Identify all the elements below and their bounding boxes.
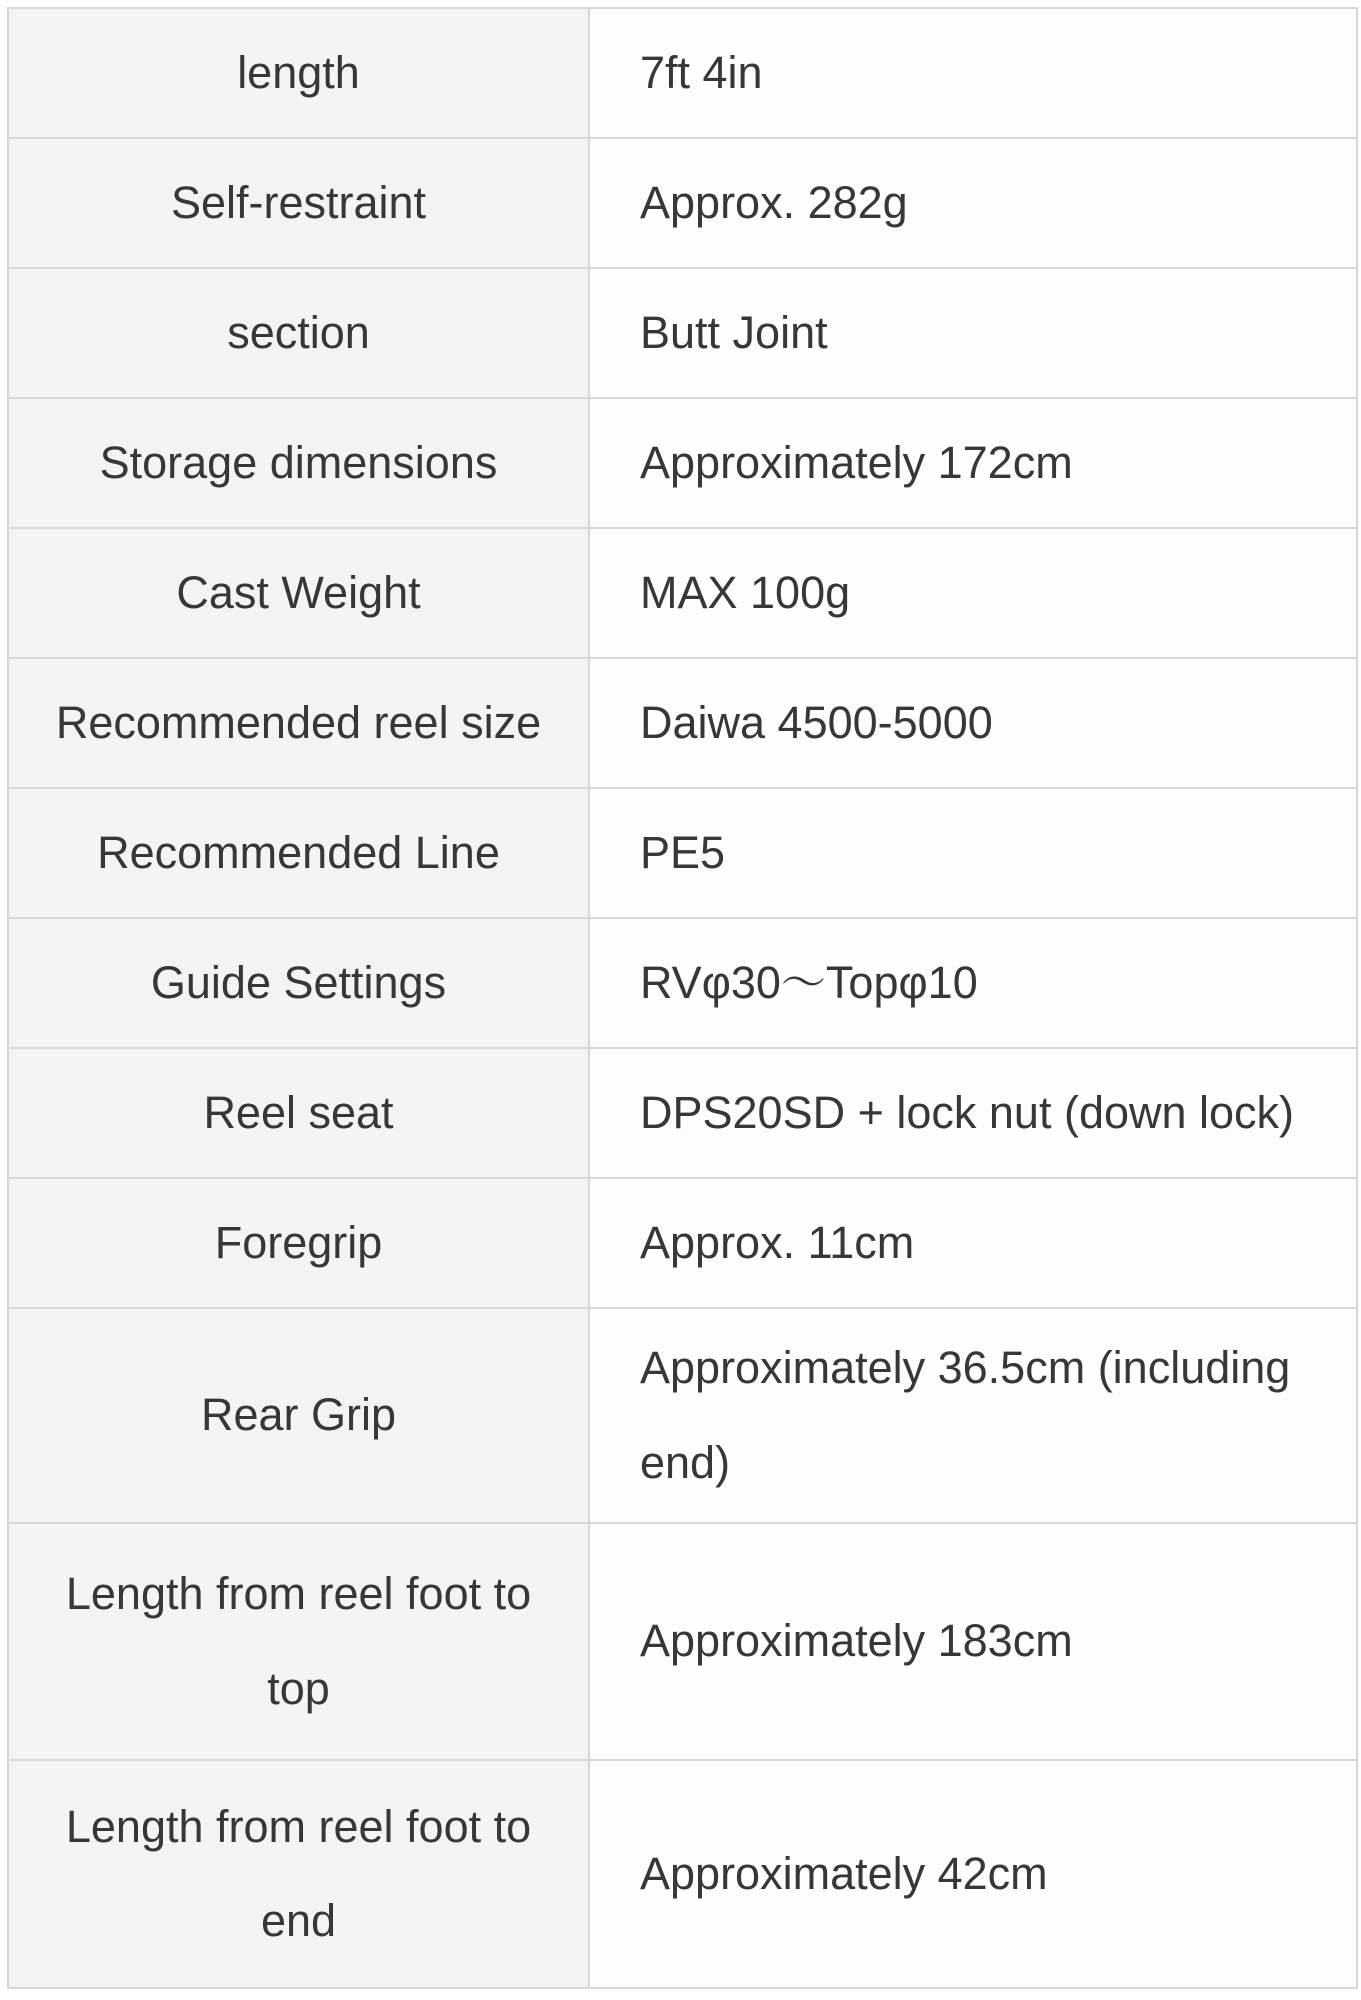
spec-table-body <box>8 8 1357 1988</box>
table-row <box>8 918 1357 1048</box>
spec-value: Approx. 282g <box>589 138 1357 268</box>
table-row <box>8 1523 1357 1760</box>
spec-label: Cast Weight <box>8 528 589 658</box>
spec-value: RVφ30～Topφ10 <box>589 918 1357 1048</box>
spec-value: MAX 100g <box>589 528 1357 658</box>
spec-label: Recommended Line <box>8 788 589 918</box>
spec-label: length <box>8 8 589 138</box>
table-row <box>8 1308 1357 1523</box>
spec-value: Approximately 36.5cm (including end) <box>589 1308 1357 1523</box>
spec-value: 7ft 4in <box>589 8 1357 138</box>
spec-label: Guide Settings <box>8 918 589 1048</box>
table-row <box>8 1178 1357 1308</box>
table-row <box>8 268 1357 398</box>
spec-label: Self-restraint <box>8 138 589 268</box>
spec-label: Recommended reel size <box>8 658 589 788</box>
spec-value: Approximately 42cm <box>589 1760 1357 1988</box>
table-row <box>8 528 1357 658</box>
spec-value: Approximately 172cm <box>589 398 1357 528</box>
spec-value: Butt Joint <box>589 268 1357 398</box>
spec-label: Rear Grip <box>8 1308 589 1523</box>
spec-value: DPS20SD + lock nut (down lock) <box>589 1048 1357 1178</box>
spec-label: section <box>8 268 589 398</box>
spec-label: Reel seat <box>8 1048 589 1178</box>
spec-label: Foregrip <box>8 1178 589 1308</box>
spec-value: Daiwa 4500-5000 <box>589 658 1357 788</box>
spec-value: Approx. 11cm <box>589 1178 1357 1308</box>
table-row <box>8 1048 1357 1178</box>
spec-label: Length from reel foot to top <box>8 1523 589 1760</box>
spec-label: Length from reel foot to end <box>8 1760 589 1988</box>
table-row <box>8 788 1357 918</box>
table-row <box>8 658 1357 788</box>
table-row <box>8 138 1357 268</box>
table-row <box>8 398 1357 528</box>
spec-table <box>7 7 1358 1989</box>
spec-value: Approximately 183cm <box>589 1523 1357 1760</box>
table-row <box>8 1760 1357 1988</box>
spec-value: PE5 <box>589 788 1357 918</box>
table-row <box>8 8 1357 138</box>
spec-label: Storage dimensions <box>8 398 589 528</box>
